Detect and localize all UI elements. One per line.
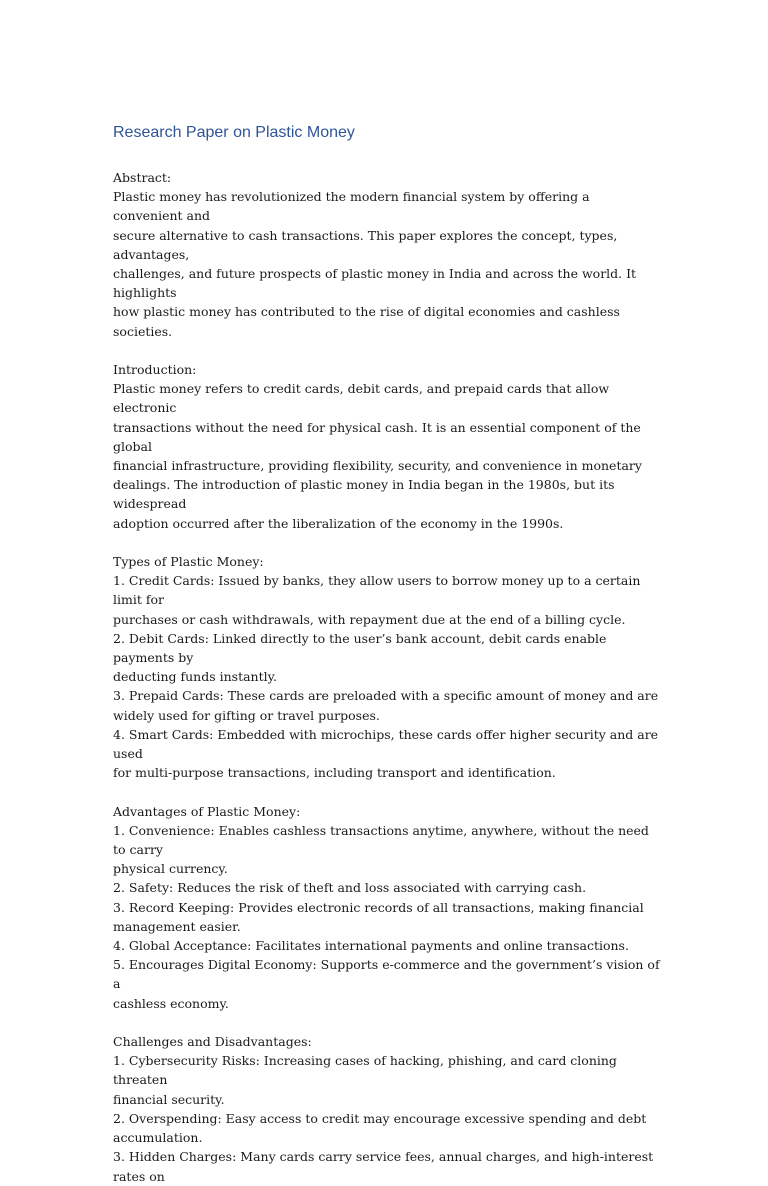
text-line: 1. Convenience: Enables cashless transactions anytime, anywhere, without the need to carry bbox=[113, 822, 649, 858]
text-line: 2. Overspending: Easy access to credit may encourage excessive spending and debt bbox=[113, 1110, 647, 1126]
text-line: financial security. bbox=[113, 1091, 225, 1107]
text-line: for multi-purpose transactions, including transport and identification. bbox=[113, 765, 556, 781]
document-title: Research Paper on Plastic Money bbox=[113, 124, 355, 141]
text-line: physical currency. bbox=[113, 861, 228, 877]
paragraph-gap bbox=[113, 1013, 661, 1032]
text-line: Introduction: bbox=[113, 362, 197, 378]
text-line: Types of Plastic Money: bbox=[113, 554, 264, 570]
text-line: 3. Prepaid Cards: These cards are preloaded with a specific amount of money and are bbox=[113, 688, 659, 704]
paragraph-gap bbox=[113, 533, 661, 552]
text-line: Abstract: bbox=[113, 170, 172, 185]
text-line: management easier. bbox=[113, 918, 241, 934]
text-line: 5. Encourages Digital Economy: Supports e-commerce and the government’s vision of a bbox=[113, 957, 660, 992]
text-line: 1. Cybersecurity Risks: Increasing cases of hacking, phishing, and card cloning threaten bbox=[113, 1053, 617, 1088]
text-line: purchases or cash withdrawals, with repayment due at the end of a billing cycle. bbox=[113, 611, 626, 627]
text-line: Challenges and Disadvantages: bbox=[113, 1034, 312, 1050]
document-body bbox=[113, 168, 661, 1186]
text-line: how plastic money has contributed to the rise of digital economies and cashless societies. bbox=[113, 304, 620, 339]
text-line: Plastic money refers to credit cards, debit cards, and prepaid cards that allow electronic bbox=[113, 381, 610, 416]
text-line: dealings. The introduction of plastic money in India began in the 1980s, but its widespread bbox=[113, 477, 615, 512]
text-line: 4. Global Acceptance: Facilitates international payments and online transactions. bbox=[113, 938, 629, 954]
text-line: 2. Safety: Reduces the risk of theft and loss associated with carrying cash. bbox=[113, 880, 587, 896]
text-line: adoption occurred after the liberalization of the economy in the 1990s. bbox=[113, 515, 564, 531]
text-line: cashless economy. bbox=[113, 995, 229, 1011]
text-line: accumulation. bbox=[113, 1130, 203, 1146]
text-line: Plastic money has revolutionized the modern financial system by offering a convenient and bbox=[113, 189, 590, 224]
text-line: 1. Credit Cards: Issued by banks, they allow users to borrow money up to a certain limit for bbox=[113, 573, 641, 608]
text-line: challenges, and future prospects of plastic money in India and across the world. It highlights bbox=[113, 266, 637, 301]
paragraph-gap bbox=[113, 782, 661, 801]
text-line: transactions without the need for physical cash. It is an essential component of the global bbox=[113, 419, 641, 454]
text-line: secure alternative to cash transactions. This paper explores the concept, types, advantages, bbox=[113, 227, 618, 262]
text-line: Advantages of Plastic Money: bbox=[113, 803, 301, 819]
paragraph-gap bbox=[113, 341, 661, 360]
text-line: widely used for gifting or travel purposes. bbox=[113, 707, 380, 723]
text-line: 3. Hidden Charges: Many cards carry service fees, annual charges, and high-interest rates on bbox=[113, 1149, 654, 1184]
text-line: 3. Record Keeping: Provides electronic records of all transactions, making financial bbox=[113, 899, 644, 915]
text-line: deducting funds instantly. bbox=[113, 669, 278, 685]
text-line: 4. Smart Cards: Embedded with microchips, these cards offer higher security and are used bbox=[113, 726, 659, 762]
text-line: financial infrastructure, providing flexibility, security, and convenience in monetary bbox=[113, 458, 642, 474]
text-line: 2. Debit Cards: Linked directly to the user’s bank account, debit cards enable payments by bbox=[113, 630, 607, 666]
